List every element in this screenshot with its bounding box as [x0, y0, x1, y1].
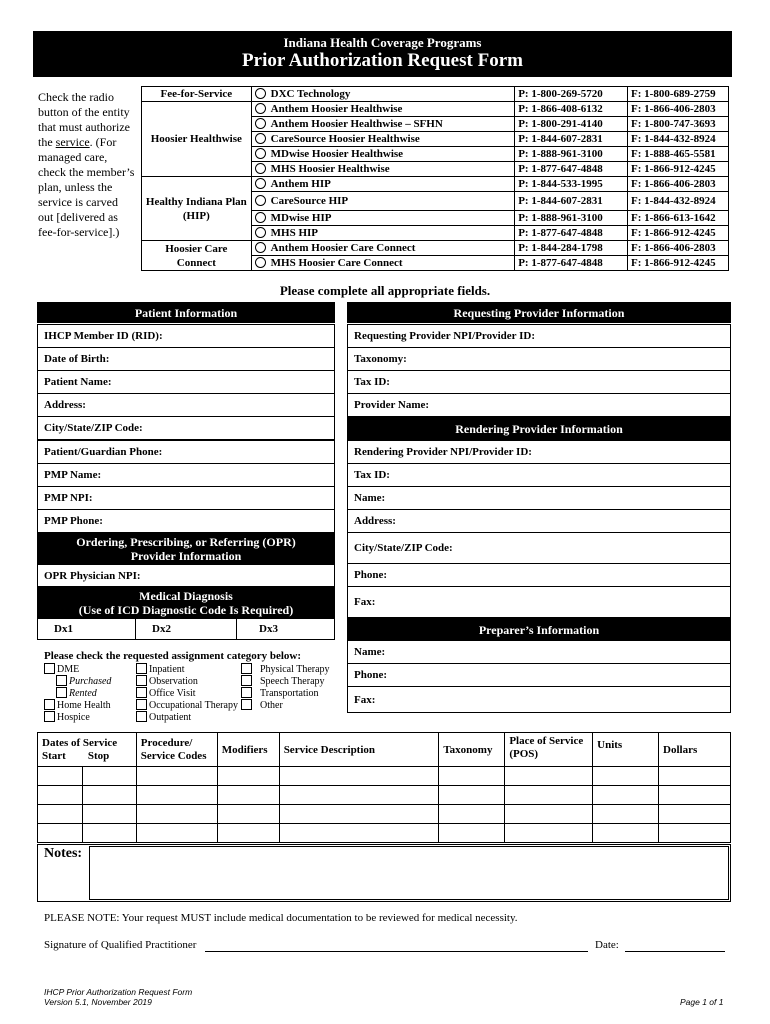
rendering-fax-field[interactable]: Fax:: [347, 586, 731, 618]
entity-name: Anthem Hoosier Care Connect: [270, 242, 416, 254]
radio-button[interactable]: [255, 227, 266, 238]
rendering-npi-field[interactable]: Rendering Provider NPI/Provider ID:: [347, 440, 731, 464]
patient-info-heading: Patient Information: [37, 302, 335, 323]
units-cell[interactable]: [593, 767, 659, 786]
description-cell[interactable]: [279, 786, 439, 805]
instructions-service-link: service: [55, 135, 90, 149]
service-row: [38, 805, 731, 824]
checkbox-physical-therapy[interactable]: [241, 664, 330, 676]
entity-option[interactable]: [251, 241, 515, 256]
entity-phone: P: 1-800-291-4140: [515, 117, 628, 132]
modifier-cell[interactable]: [217, 824, 279, 843]
entity-fax: F: 1-866-912-4245: [628, 256, 729, 271]
checkbox-label: Hospice: [57, 712, 90, 723]
dollars-cell[interactable]: [659, 767, 731, 786]
group-healthy-indiana-plan: Healthy Indiana Plan (HIP): [142, 177, 252, 241]
form-subtitle: Indiana Health Coverage Programs: [283, 35, 482, 50]
entity-row: [142, 177, 729, 192]
diagnosis-heading-line2: (Use of ICD Diagnostic Code Is Required): [78, 603, 294, 617]
complete-fields-notice: Please complete all appropriate fields.: [279, 283, 491, 298]
checkbox[interactable]: [136, 675, 147, 686]
code-cell[interactable]: [136, 824, 217, 843]
description-cell[interactable]: [279, 824, 439, 843]
dates-of-service-label: Dates of Service: [42, 736, 118, 749]
service-row: [38, 786, 731, 805]
checkbox-label: Occupational Therapy: [149, 700, 238, 711]
entity-fax: F: 1-866-406-2803: [628, 177, 729, 192]
entity-phone: P: 1-877-647-4848: [515, 226, 628, 241]
description-cell[interactable]: [279, 767, 439, 786]
please-note: PLEASE NOTE: Your request MUST include medical documentation to be reviewed for medical necessity.: [44, 912, 518, 924]
preparer-heading: Preparer’s Information: [347, 618, 731, 641]
radio-button[interactable]: [255, 178, 266, 189]
procedure-label: Procedure/: [140, 736, 193, 749]
checkbox-dme[interactable]: [44, 664, 79, 676]
taxonomy-field[interactable]: Taxonomy:: [347, 347, 731, 371]
dollars-cell[interactable]: [659, 824, 731, 843]
entity-phone: P: 1-888-961-3100: [515, 211, 628, 226]
checkbox-other[interactable]: [241, 700, 283, 712]
opr-heading: [37, 533, 335, 564]
stop-cell[interactable]: [82, 786, 136, 805]
pos-cell[interactable]: [505, 786, 593, 805]
units-cell[interactable]: [593, 786, 659, 805]
taxonomy-cell[interactable]: [439, 824, 505, 843]
entity-option[interactable]: [251, 177, 515, 192]
entity-option[interactable]: [251, 162, 515, 177]
start-cell[interactable]: [38, 824, 83, 843]
entity-option[interactable]: [251, 132, 515, 147]
pmp-npi-field[interactable]: PMP NPI:: [37, 486, 335, 510]
checkbox-occupational-therapy[interactable]: [136, 700, 238, 712]
entity-fax: F: 1-800-689-2759: [628, 87, 729, 102]
checkbox[interactable]: [136, 687, 147, 698]
modifiers-header: Modifiers: [217, 733, 279, 767]
diagnosis-heading-line1: Medical Diagnosis: [139, 589, 233, 603]
dollars-cell[interactable]: [659, 805, 731, 824]
start-cell[interactable]: [38, 805, 83, 824]
radio-button[interactable]: [255, 133, 266, 144]
address-field[interactable]: Address:: [37, 393, 335, 417]
entity-phone: P: 1-844-607-2831: [515, 132, 628, 147]
description-cell[interactable]: [279, 805, 439, 824]
group-hoosier-care-connect: Hoosier Care Connect: [142, 241, 252, 271]
entity-fax: F: 1-866-406-2803: [628, 241, 729, 256]
stop-cell[interactable]: [82, 824, 136, 843]
stop-label: Stop: [87, 749, 110, 762]
taxonomy-cell[interactable]: [439, 786, 505, 805]
requesting-provider-heading: Requesting Provider Information: [347, 302, 731, 323]
preparer-fax-field[interactable]: Fax:: [347, 686, 731, 713]
pmp-name-field[interactable]: PMP Name:: [37, 463, 335, 487]
preparer-phone-field[interactable]: Phone:: [347, 663, 731, 687]
checkbox[interactable]: [44, 663, 55, 674]
assignment-heading: Please check the requested assignment category below:: [44, 650, 302, 662]
entity-fax: F: 1-866-912-4245: [628, 162, 729, 177]
taxonomy-header: Taxonomy: [439, 733, 505, 767]
dx1-field[interactable]: Dx1: [37, 618, 136, 640]
rendering-phone-field[interactable]: Phone:: [347, 563, 731, 587]
checkbox-label: DME: [57, 664, 80, 675]
checkbox-label: Rented: [69, 688, 97, 699]
service-codes-label: Service Codes: [140, 749, 207, 762]
radio-button[interactable]: [255, 103, 266, 114]
checkbox[interactable]: [241, 675, 252, 686]
date-of-birth-field[interactable]: Date of Birth:: [37, 347, 335, 371]
entity-fax: F: 1-844-432-8924: [628, 132, 729, 147]
entity-row: [142, 241, 729, 256]
checkbox-transportation[interactable]: [241, 688, 319, 700]
entity-phone: P: 1-888-961-3100: [515, 147, 628, 162]
code-cell[interactable]: [136, 767, 217, 786]
signature-label: Signature of Qualified Practitioner: [44, 939, 197, 951]
radio-button[interactable]: [255, 88, 266, 99]
footer-page-number: Page 1 of 1: [680, 997, 724, 1007]
entity-name: MHS HIP: [270, 227, 319, 239]
radio-button[interactable]: [255, 163, 266, 174]
instructions-part1: Check the radio button of the entity that must authorize the: [38, 90, 130, 149]
radio-button[interactable]: [255, 212, 266, 223]
entity-phone: P: 1-800-269-5720: [515, 87, 628, 102]
entity-option[interactable]: [251, 117, 515, 132]
notes-input[interactable]: [89, 846, 729, 900]
entity-phone: P: 1-844-607-2831: [515, 192, 628, 211]
checkbox-hospice[interactable]: [44, 712, 90, 724]
service-row: [38, 767, 731, 786]
checkbox[interactable]: [44, 711, 55, 722]
entity-option[interactable]: [251, 87, 515, 102]
pos-abbrev-label: (POS): [509, 748, 539, 760]
signature-line[interactable]: [205, 951, 588, 952]
pos-cell[interactable]: [505, 824, 593, 843]
checkbox-label: Office Visit: [149, 688, 196, 699]
entity-option[interactable]: [251, 147, 515, 162]
dollars-cell[interactable]: [659, 786, 731, 805]
taxonomy-cell[interactable]: [439, 805, 505, 824]
entity-phone: P: 1-844-284-1798: [515, 241, 628, 256]
date-label: Date:: [595, 939, 619, 951]
radio-button[interactable]: [255, 148, 266, 159]
patient-name-field[interactable]: Patient Name:: [37, 370, 335, 394]
checkbox-observation[interactable]: [136, 676, 198, 688]
pos-header: [505, 733, 593, 767]
footer-version: Version 5.1, November 2019: [44, 997, 152, 1007]
pmp-phone-field[interactable]: PMP Phone:: [37, 509, 335, 533]
modifier-cell[interactable]: [217, 767, 279, 786]
guardian-phone-field[interactable]: Patient/Guardian Phone:: [37, 440, 335, 464]
start-cell[interactable]: [38, 767, 83, 786]
form-header: [33, 31, 732, 77]
checkbox[interactable]: [56, 687, 67, 698]
group-fee-for-service: Fee-for-Service: [142, 87, 252, 102]
radio-button[interactable]: [255, 118, 266, 129]
code-cell[interactable]: [136, 786, 217, 805]
checkbox-home-health[interactable]: [44, 700, 111, 712]
radio-instructions: [38, 90, 136, 240]
entity-fax: F: 1-866-912-4245: [628, 226, 729, 241]
checkbox-label: Transportation: [260, 688, 319, 699]
rendering-city-state-zip-field[interactable]: City/State/ZIP Code:: [347, 532, 731, 564]
modifier-cell[interactable]: [217, 805, 279, 824]
rendering-tax-id-field[interactable]: Tax ID:: [347, 463, 731, 487]
checkbox[interactable]: [56, 675, 67, 686]
entity-row: [142, 87, 729, 102]
entity-table: [141, 86, 729, 271]
stop-cell[interactable]: [82, 805, 136, 824]
taxonomy-cell[interactable]: [439, 767, 505, 786]
entity-fax: F: 1-800-747-3693: [628, 117, 729, 132]
entity-name: Anthem Hoosier Healthwise – SFHN: [270, 118, 443, 130]
entity-name: CareSource Hoosier Healthwise: [270, 133, 420, 145]
rendering-address-field[interactable]: Address:: [347, 509, 731, 533]
entity-name: Anthem Hoosier Healthwise: [270, 103, 403, 115]
member-id-field[interactable]: IHCP Member ID (RID):: [37, 324, 335, 348]
footer-form-name: IHCP Prior Authorization Request Form: [44, 987, 193, 997]
entity-name: Anthem HIP: [270, 178, 331, 190]
procedure-header: [136, 733, 217, 767]
checkbox-label: Home Health: [57, 700, 111, 711]
preparer-name-field[interactable]: Name:: [347, 640, 731, 664]
checkbox-label: Inpatient: [149, 664, 185, 675]
units-cell[interactable]: [593, 824, 659, 843]
rendering-provider-heading: Rendering Provider Information: [347, 417, 731, 440]
entity-fax: F: 1-866-406-2803: [628, 102, 729, 117]
rendering-name-field[interactable]: Name:: [347, 486, 731, 510]
instructions-part2: . (For managed care, check the member’s plan, unless the service is carved out [delivered as fee-for-service].): [38, 135, 135, 239]
service-header-row: [38, 733, 731, 767]
entity-fax: F: 1-844-432-8924: [628, 192, 729, 211]
opr-heading-line1: Ordering, Prescribing, or Referring (OPR): [76, 534, 296, 549]
checkbox-purchased[interactable]: [56, 676, 111, 688]
checkbox-outpatient[interactable]: [136, 712, 191, 724]
dates-of-service-header: [38, 733, 137, 767]
start-stop-labels: [42, 750, 132, 763]
diagnosis-heading: [37, 587, 335, 619]
checkbox[interactable]: [241, 699, 252, 710]
form-title: Prior Authorization Request Form: [242, 50, 523, 71]
checkbox-inpatient[interactable]: [136, 664, 185, 676]
checkbox-label: Observation: [149, 676, 198, 687]
units-header: Units: [593, 733, 659, 767]
checkbox[interactable]: [241, 687, 252, 698]
checkbox-speech-therapy[interactable]: [241, 676, 325, 688]
group-hoosier-healthwise: Hoosier Healthwise: [142, 102, 252, 177]
entity-name: DXC Technology: [270, 88, 351, 100]
modifier-cell[interactable]: [217, 786, 279, 805]
checkbox[interactable]: [44, 699, 55, 710]
entity-phone: P: 1-866-408-6132: [515, 102, 628, 117]
pos-cell[interactable]: [505, 805, 593, 824]
checkbox-label: Physical Therapy: [260, 664, 330, 675]
checkbox[interactable]: [136, 711, 147, 722]
entity-name: MHS Hoosier Healthwise: [270, 163, 390, 175]
pos-label: Place of Service: [509, 735, 584, 747]
units-cell[interactable]: [593, 805, 659, 824]
entity-option[interactable]: [251, 226, 515, 241]
checkbox[interactable]: [136, 699, 147, 710]
entity-option[interactable]: [251, 102, 515, 117]
checkbox-office-visit[interactable]: [136, 688, 196, 700]
stop-cell[interactable]: [82, 767, 136, 786]
entity-phone: P: 1-844-533-1995: [515, 177, 628, 192]
checkbox[interactable]: [241, 663, 252, 674]
service-table: [37, 732, 731, 843]
checkbox-label: Outpatient: [149, 712, 192, 723]
date-line[interactable]: [625, 951, 725, 952]
checkbox-rented[interactable]: [56, 688, 97, 700]
start-cell[interactable]: [38, 786, 83, 805]
checkbox-label: Speech Therapy: [260, 676, 325, 687]
entity-fax: F: 1-888-465-5581: [628, 147, 729, 162]
dx2-field[interactable]: Dx2: [135, 618, 237, 640]
entity-option[interactable]: [251, 256, 515, 271]
entity-option[interactable]: [251, 192, 515, 211]
entity-name: CareSource HIP: [270, 195, 349, 207]
notes-label: Notes:: [44, 846, 83, 861]
requesting-npi-field[interactable]: Requesting Provider NPI/Provider ID:: [347, 324, 731, 348]
checkbox-label: Purchased: [69, 676, 112, 687]
entity-name: MHS Hoosier Care Connect: [270, 257, 403, 269]
radio-button[interactable]: [255, 257, 266, 268]
checkbox[interactable]: [136, 663, 147, 674]
radio-button[interactable]: [255, 242, 266, 253]
pos-cell[interactable]: [505, 767, 593, 786]
entity-name: MDwise HIP: [270, 212, 332, 224]
service-row: [38, 824, 731, 843]
entity-phone: P: 1-877-647-4848: [515, 162, 628, 177]
opr-npi-field[interactable]: OPR Physician NPI:: [37, 564, 335, 587]
provider-name-field[interactable]: Provider Name:: [347, 393, 731, 417]
start-label: Start: [42, 749, 66, 762]
entity-fax: F: 1-866-613-1642: [628, 211, 729, 226]
checkbox-label: Other: [260, 700, 283, 711]
opr-heading-line2: Provider Information: [130, 548, 242, 563]
description-header: Service Description: [279, 733, 439, 767]
entity-name: MDwise Hoosier Healthwise: [270, 148, 404, 160]
entity-row: [142, 102, 729, 117]
entity-phone: P: 1-877-647-4848: [515, 256, 628, 271]
dollars-header: Dollars: [659, 733, 731, 767]
requesting-tax-id-field[interactable]: Tax ID:: [347, 370, 731, 394]
entity-option[interactable]: [251, 211, 515, 226]
code-cell[interactable]: [136, 805, 217, 824]
dx3-field[interactable]: Dx3: [236, 618, 335, 640]
radio-button[interactable]: [255, 195, 266, 206]
city-state-zip-field[interactable]: City/State/ZIP Code:: [37, 416, 335, 440]
